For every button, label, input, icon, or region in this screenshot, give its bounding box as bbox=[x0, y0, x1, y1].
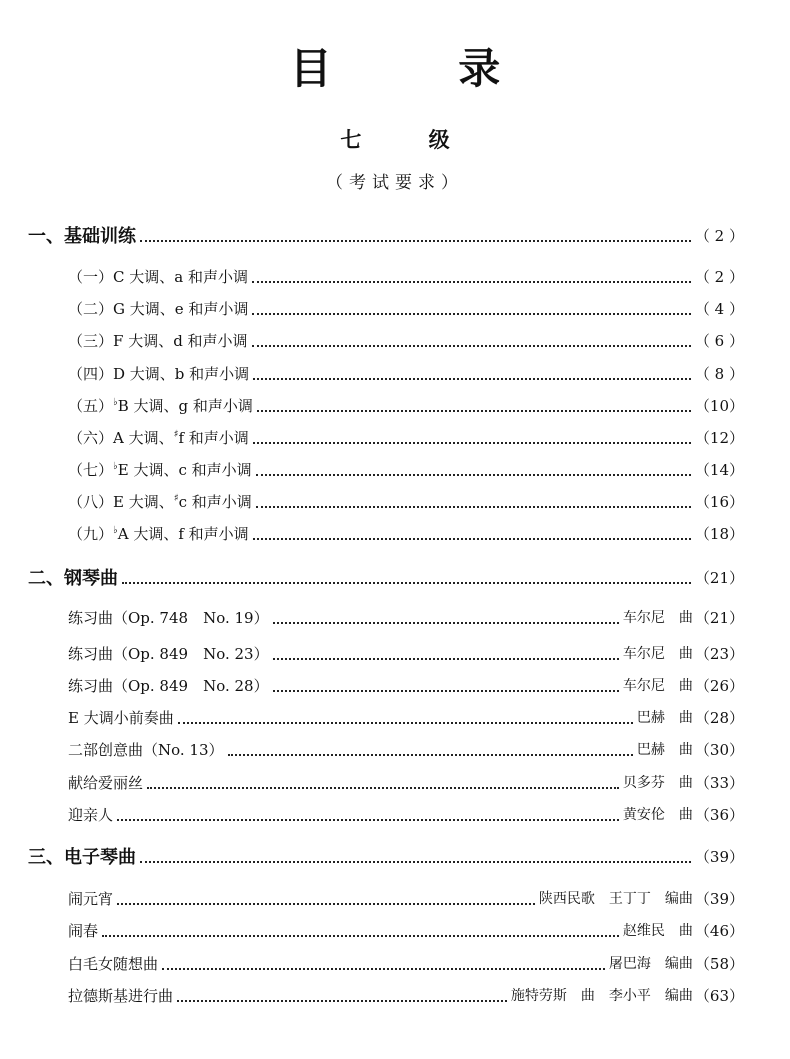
section-label: 二、钢琴曲 bbox=[28, 568, 118, 589]
dot-leader bbox=[162, 967, 605, 970]
toc-entry bbox=[68, 917, 744, 943]
entry-key-text: c 和声小调 bbox=[178, 492, 252, 511]
page-number: （58） bbox=[694, 954, 744, 973]
entry-label bbox=[68, 491, 252, 512]
toc-entry bbox=[68, 295, 744, 321]
toc-entry bbox=[68, 704, 744, 730]
composer-credit: 施特劳斯 曲 李小平 编曲 bbox=[510, 988, 693, 1004]
page-number: （10） bbox=[694, 396, 744, 415]
accidental-sign: ♯ bbox=[173, 492, 179, 504]
piece-title: 拉德斯基进行曲 bbox=[68, 986, 174, 1005]
toc-entry bbox=[68, 950, 744, 976]
section-basic-training bbox=[28, 222, 744, 248]
page-number: （39） bbox=[694, 847, 744, 866]
dot-leader bbox=[117, 902, 535, 905]
page-number: （16） bbox=[694, 492, 744, 511]
section-label: 三、电子琴曲 bbox=[28, 847, 136, 868]
composer-credit: 赵维民 曲 bbox=[622, 923, 693, 939]
page-number: （12） bbox=[694, 428, 744, 447]
exam-requirements: （考试要求） bbox=[326, 173, 464, 193]
dot-leader bbox=[177, 999, 507, 1002]
accidental-sign: ♭ bbox=[113, 460, 118, 472]
entry-number: （六） bbox=[68, 428, 114, 447]
dot-leader bbox=[140, 860, 691, 863]
dot-leader bbox=[256, 473, 691, 476]
entry-label bbox=[68, 330, 248, 351]
piece-title: 迎亲人 bbox=[68, 805, 114, 824]
toc-entry bbox=[68, 360, 744, 386]
toc-entry bbox=[68, 520, 744, 546]
page-number: （39） bbox=[694, 889, 744, 908]
accidental-sign: ♭ bbox=[113, 524, 118, 536]
piece-title: 闹春 bbox=[68, 921, 99, 940]
page-number: （18） bbox=[694, 524, 744, 543]
entry-label bbox=[68, 298, 248, 319]
entry-key-text: F 大调、d 和声小调 bbox=[113, 331, 248, 350]
page-number: （21） bbox=[694, 568, 744, 587]
dot-leader bbox=[117, 818, 619, 821]
entry-key-text: A 大调、f 和声小调 bbox=[117, 524, 249, 543]
page-number: （26） bbox=[694, 676, 744, 695]
piece-title: 二部创意曲（No. 13） bbox=[68, 740, 224, 759]
piece-title: E 大调小前奏曲 bbox=[68, 708, 174, 727]
entry-label bbox=[68, 395, 253, 416]
entry-number: （二） bbox=[68, 299, 114, 318]
section-piano bbox=[28, 564, 744, 590]
entry-label bbox=[68, 363, 249, 384]
accidental-sign: ♭ bbox=[113, 396, 118, 408]
page-title: 目 录 bbox=[289, 44, 557, 93]
dot-leader bbox=[253, 377, 691, 380]
entry-label bbox=[68, 266, 248, 287]
entry-label bbox=[68, 459, 252, 480]
section-electronic-keyboard bbox=[28, 843, 744, 869]
toc-entry bbox=[68, 801, 744, 827]
composer-credit: 贝多芬 曲 bbox=[622, 775, 693, 791]
page-number: （ 2 ） bbox=[694, 226, 744, 245]
entry-key-text: G 大调、e 和声小调 bbox=[113, 299, 249, 318]
entry-label bbox=[68, 523, 249, 544]
page-number: （28） bbox=[694, 708, 744, 727]
page-number: （46） bbox=[694, 921, 744, 940]
toc-entry bbox=[68, 885, 744, 911]
dot-leader bbox=[252, 344, 691, 347]
piece-title: 练习曲（Op. 849 No. 23） bbox=[68, 644, 269, 663]
accidental-sign: ♯ bbox=[173, 428, 179, 440]
dot-leader bbox=[102, 934, 619, 937]
page-number: （14） bbox=[694, 460, 744, 479]
dot-leader bbox=[228, 753, 633, 756]
composer-credit: 车尔尼 曲 bbox=[622, 678, 693, 694]
page-number: （23） bbox=[694, 644, 744, 663]
grade-level: 七 级 bbox=[340, 127, 480, 152]
dot-leader bbox=[252, 312, 690, 315]
piece-title: 练习曲（Op. 748 No. 19） bbox=[68, 608, 269, 627]
dot-leader bbox=[256, 505, 691, 508]
composer-credit: 巴赫 曲 bbox=[636, 710, 693, 726]
toc-entry bbox=[68, 424, 744, 450]
dot-leader bbox=[273, 689, 619, 692]
toc-entry bbox=[68, 456, 744, 482]
dot-leader bbox=[253, 441, 691, 444]
dot-leader bbox=[257, 409, 691, 412]
composer-credit: 屠巴海 编曲 bbox=[608, 956, 693, 972]
entry-key-text: B 大调、g 和声小调 bbox=[117, 396, 253, 415]
entry-number: （八） bbox=[68, 492, 114, 511]
entry-key-prefix: A 大调、 bbox=[113, 428, 174, 447]
composer-credit: 车尔尼 曲 bbox=[622, 646, 693, 662]
entry-number: （三） bbox=[68, 331, 114, 350]
piece-title: 白毛女随想曲 bbox=[68, 954, 159, 973]
section-label: 一、基础训练 bbox=[28, 226, 136, 247]
composer-credit: 黄安伦 曲 bbox=[622, 807, 693, 823]
toc-entry bbox=[68, 488, 744, 514]
page-number: （ 2 ） bbox=[694, 267, 744, 286]
entry-key-prefix: E 大调、 bbox=[113, 492, 174, 511]
toc-entry bbox=[68, 769, 744, 795]
toc-entry bbox=[68, 263, 744, 289]
dot-leader bbox=[140, 239, 691, 242]
page-number: （63） bbox=[694, 986, 744, 1005]
page-number: （21） bbox=[694, 608, 744, 627]
page-number: （ 4 ） bbox=[694, 299, 744, 318]
entry-number: （一） bbox=[68, 267, 114, 286]
toc-entry bbox=[68, 736, 744, 762]
composer-credit: 巴赫 曲 bbox=[636, 742, 693, 758]
piece-title: 练习曲（Op. 849 No. 28） bbox=[68, 676, 269, 695]
dot-leader bbox=[253, 537, 691, 540]
toc-entry bbox=[68, 982, 744, 1008]
entry-number: （四） bbox=[68, 364, 114, 383]
entry-number: （七） bbox=[68, 460, 114, 479]
dot-leader bbox=[178, 721, 633, 724]
dot-leader bbox=[273, 621, 619, 624]
page-number: （ 6 ） bbox=[694, 331, 744, 350]
composer-credit: 陕西民歌 王丁丁 编曲 bbox=[538, 891, 693, 907]
toc-entry bbox=[68, 327, 744, 353]
entry-key-text: D 大调、b 和声小调 bbox=[113, 364, 250, 383]
page-number: （33） bbox=[694, 773, 744, 792]
dot-leader bbox=[147, 786, 619, 789]
entry-key-text: C 大调、a 和声小调 bbox=[113, 267, 248, 286]
dot-leader bbox=[122, 581, 691, 584]
dot-leader bbox=[273, 657, 619, 660]
dot-leader bbox=[252, 280, 691, 283]
entry-key-text: f 和声小调 bbox=[178, 428, 249, 447]
toc-entry bbox=[68, 604, 744, 630]
page-number: （30） bbox=[694, 740, 744, 759]
toc-entry bbox=[68, 392, 744, 418]
entry-number: （九） bbox=[68, 524, 114, 543]
composer-credit: 车尔尼 曲 bbox=[622, 610, 693, 626]
entry-key-text: E 大调、c 和声小调 bbox=[117, 460, 252, 479]
entry-label bbox=[68, 427, 249, 448]
piece-title: 献给爱丽丝 bbox=[68, 773, 144, 792]
page-number: （ 8 ） bbox=[694, 364, 744, 383]
page-number: （36） bbox=[694, 805, 744, 824]
toc-entry bbox=[68, 672, 744, 698]
entry-number: （五） bbox=[68, 396, 114, 415]
toc-entry bbox=[68, 640, 744, 666]
piece-title: 闹元宵 bbox=[68, 889, 114, 908]
